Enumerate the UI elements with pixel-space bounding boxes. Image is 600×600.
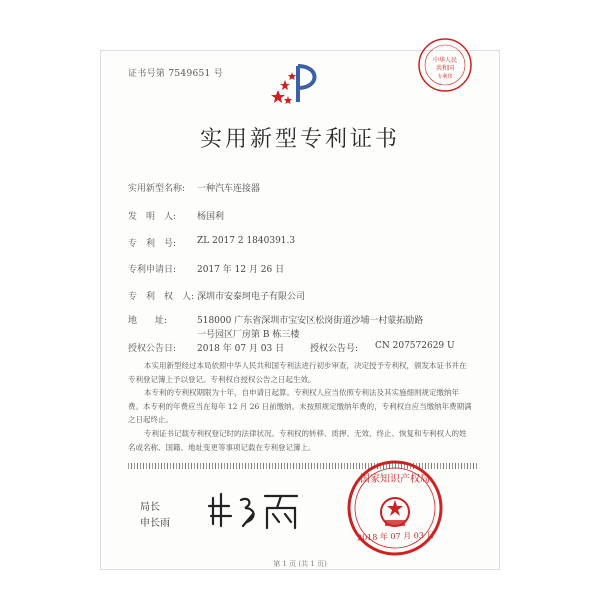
director-signature-icon [205, 486, 305, 534]
patent-number-value: ZL 2017 2 1840391.3 [197, 236, 296, 246]
body-paragraph-3: 专利证书记载专利权登记时的法律状况。专利权的转移、质押、无效、终止、恢复和专利权人的姓名或名称、国籍、地址变更等事项记载在专利登记簿上。 [128, 429, 467, 452]
address-line-2: 一号园区厂房第 B 栋三楼 [197, 330, 300, 340]
patentee-label: 专 利 权 人: [128, 292, 195, 302]
grant-pub-label: 授权公告号: [310, 344, 359, 354]
patent-office-logo-icon [268, 62, 328, 106]
grant-date-value: 2018 年 07 月 03 日 [197, 344, 285, 354]
filing-date-label: 专利申请日: [128, 265, 177, 275]
inventor-label: 发 明 人: [128, 212, 177, 222]
cert-no-label: 证书号第 [128, 69, 166, 79]
utility-model-name-label: 实用新型名称: [128, 184, 186, 194]
svg-text:专利印: 专利印 [437, 74, 453, 80]
page-title: 实用新型专利证书 [199, 127, 400, 152]
svg-text:共和国: 共和国 [435, 65, 455, 72]
body-paragraph-2: 本专利的专利权期限为十年，自申请日起算。专利权人应当依照专利法及其实施细则规定缴纳年费。本专利的年费应当在每年 12 月 26 日前缴纳。未按照规定缴纳年费的，专利权自应当缴纳年费期满之日起终止。 [128, 388, 472, 424]
patentee-value: 深圳市安泰珂电子有限公司 [197, 292, 306, 302]
cert-no-value: 7549651 [168, 69, 211, 79]
svg-text:国家知识产权局: 国家知识产权局 [360, 474, 430, 485]
address-line-1: 518000 广东省深圳市宝安区松岗街道沙埔一村蒙拓励路 [197, 316, 424, 326]
official-seal-small-icon [416, 36, 474, 94]
address-label: 地 址: [128, 316, 168, 326]
filing-date-value: 2017 年 12 月 26 日 [197, 265, 285, 275]
grant-pub-value: CN 207572629 U [375, 341, 455, 351]
page-footer: 第 1 页 (共 1 页) [273, 560, 327, 568]
patent-number-label: 专 利 号: [128, 239, 177, 249]
svg-text:中华人民: 中华人民 [432, 57, 458, 64]
seal-date: 2018 年 07 月 03 日 [356, 530, 435, 543]
utility-model-name-value: 一种汽车连接器 [197, 184, 261, 194]
inventor-value: 杨国利 [197, 212, 225, 222]
grant-date-label: 授权公告日: [128, 344, 177, 354]
director-title: 局长 [140, 502, 160, 513]
director-name: 申长雨 [140, 518, 170, 529]
cert-no-suffix: 号 [213, 69, 224, 79]
body-paragraph-1: 本实用新型经过本局依照中华人民共和国专利法进行初步审查，决定授予专利权，颁发本证书并在专利登记簿上予以登记。专利权自授权公告之日起生效。 [128, 361, 467, 384]
certificate-number [128, 66, 223, 79]
